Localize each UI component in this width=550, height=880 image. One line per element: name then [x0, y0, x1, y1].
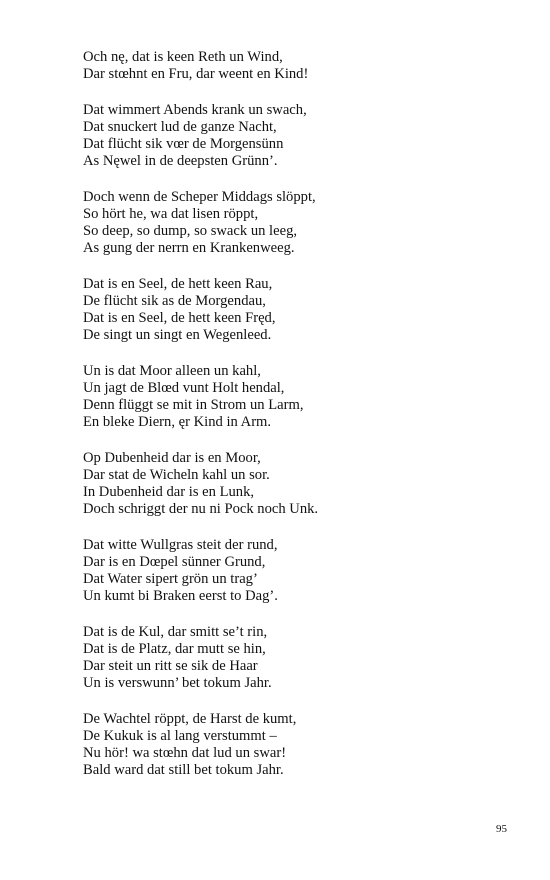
poem-line: Dat witte Wullgras steit der rund,	[83, 537, 278, 553]
poem-line: Dat is en Seel, de hett keen Fręd,	[83, 310, 276, 326]
poem-line: Dar stat de Wicheln kahl un sor.	[83, 467, 270, 483]
stanza	[83, 450, 503, 518]
poem-line: Op Dubenheid dar is en Moor,	[83, 450, 261, 466]
poem-line: Un is verswunn’ bet tokum Jahr.	[83, 675, 272, 691]
poem-line: Dat wimmert Abends krank un swach,	[83, 102, 307, 118]
poem-line: De Wachtel röppt, de Harst de kumt,	[83, 711, 297, 727]
poem-line: De Kukuk is al lang verstummt –	[83, 728, 277, 744]
poem-line: Dat is de Kul, dar smitt se’t rin,	[83, 624, 268, 640]
poem-line: Dat snuckert lud de ganze Nacht,	[83, 119, 277, 135]
poem-line: In Dubenheid dar is en Lunk,	[83, 484, 255, 500]
poem-line: As Nęwel in de deepsten Grünn’.	[83, 153, 278, 169]
stanza	[83, 711, 503, 779]
poem-line: Dar stœhnt en Fru, dar weent en Kind!	[83, 66, 309, 82]
poem-line: Och nę, dat is keen Reth un Wind,	[83, 49, 283, 65]
poem-line: De flücht sik as de Morgendau,	[83, 293, 266, 309]
poem-line: Dat is en Seel, de hett keen Rau,	[83, 276, 273, 292]
stanza	[83, 276, 503, 344]
poem-line: Bald ward dat still bet tokum Jahr.	[83, 762, 284, 778]
poem-line: Un is dat Moor alleen un kahl,	[83, 363, 261, 379]
page-number: 95	[496, 823, 507, 835]
poem-line: So deep, so dump, so swack un leeg,	[83, 223, 298, 239]
poem-line: Un jagt de Blœd vunt Holt hendal,	[83, 380, 285, 396]
stanza	[83, 624, 503, 692]
poem-line: Nu hör! wa stœhn dat lud un swar!	[83, 745, 287, 761]
stanza	[83, 49, 503, 83]
stanza	[83, 537, 503, 605]
poem-line: En bleke Diern, ęr Kind in Arm.	[83, 414, 272, 430]
poem-line: As gung der nerrn en Krankenweeg.	[83, 240, 295, 256]
stanza	[83, 363, 503, 431]
poem-line: Dat Water sipert grön un trag’	[83, 571, 258, 587]
poem-line: So hört he, wa dat lisen röppt,	[83, 206, 259, 222]
poem-line: Dat flücht sik vœr de Morgensünn	[83, 136, 284, 152]
poem-line: Doch schriggt der nu ni Pock noch Unk.	[83, 501, 319, 517]
poem-line: Dat is de Platz, dar mutt se hin,	[83, 641, 266, 657]
poem-body	[83, 49, 503, 798]
poem-line: Dar is en Dœpel sünner Grund,	[83, 554, 266, 570]
stanza	[83, 189, 503, 257]
poem-line: Doch wenn de Scheper Middags slöppt,	[83, 189, 316, 205]
stanza	[83, 102, 503, 170]
poem-line: Dar steit un ritt se sik de Haar	[83, 658, 258, 674]
poem-line: Denn flüggt se mit in Strom un Larm,	[83, 397, 304, 413]
poem-line: Un kumt bi Braken eerst to Dag’.	[83, 588, 278, 604]
poem-line: De singt un singt en Wegenleed.	[83, 327, 272, 343]
